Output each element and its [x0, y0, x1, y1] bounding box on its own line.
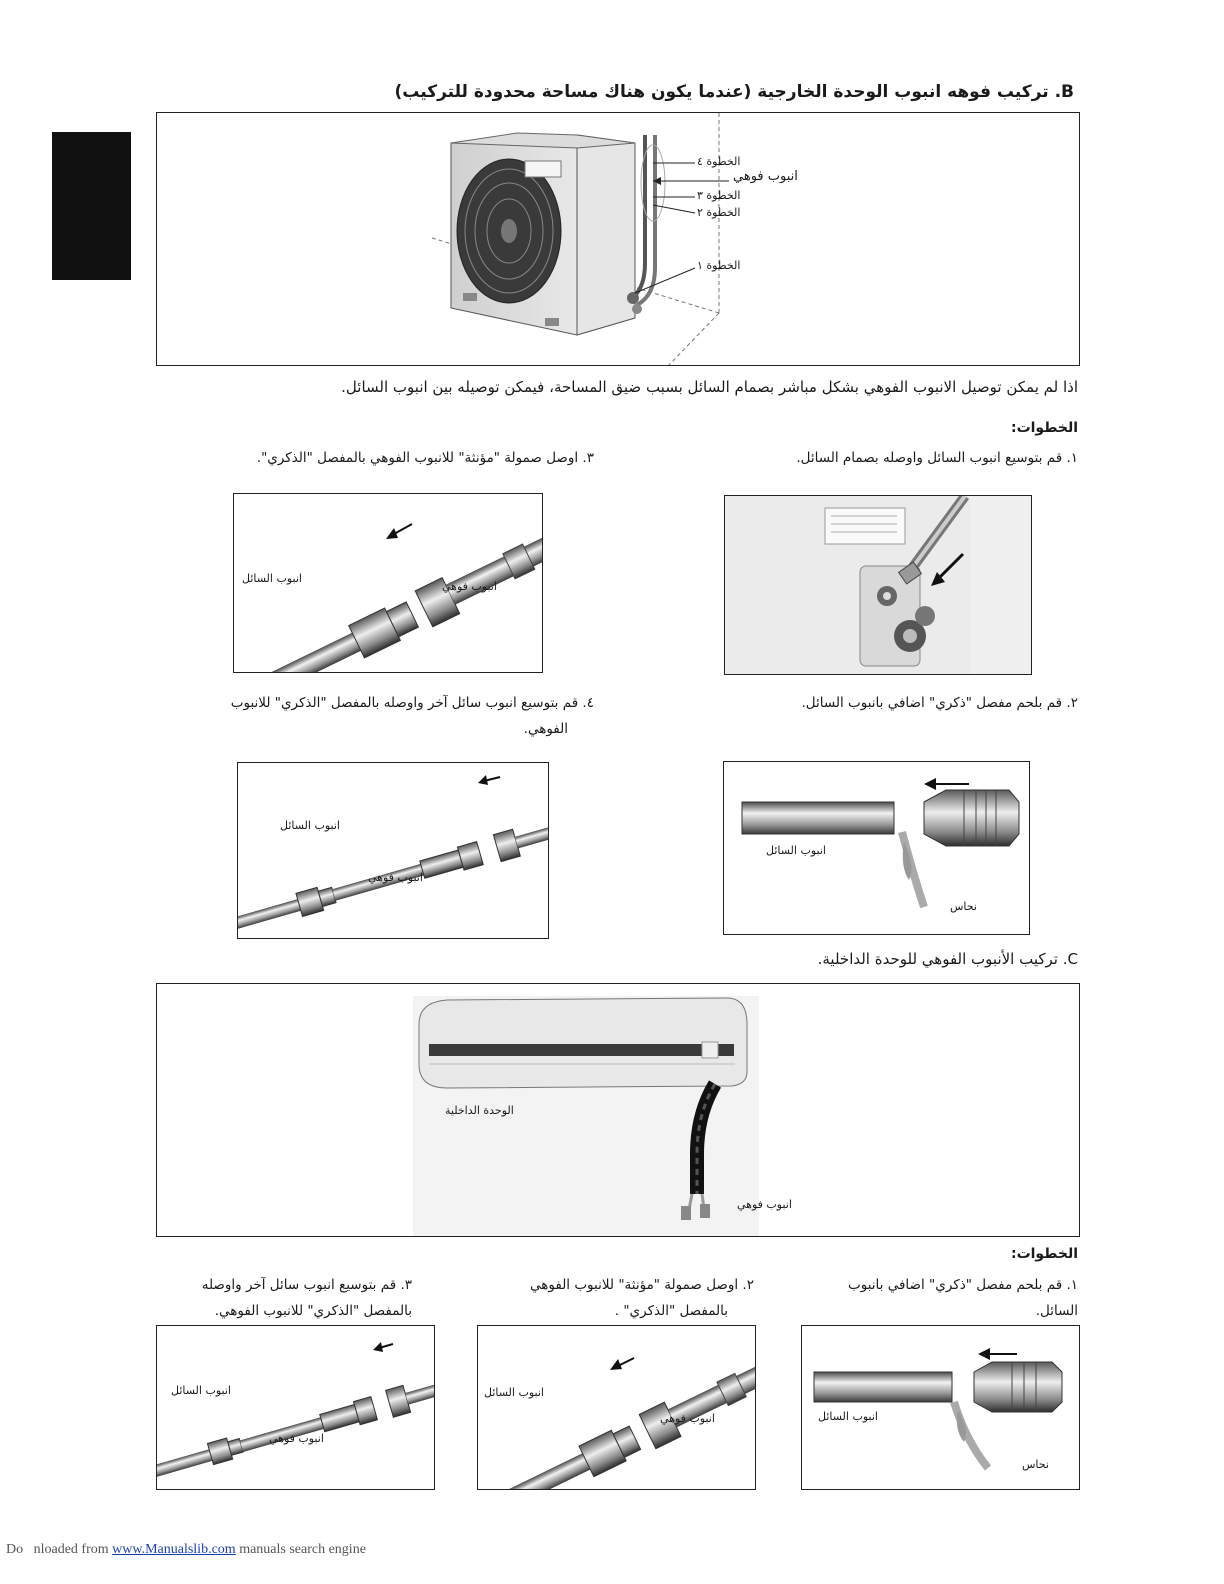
valve-illustration	[725, 496, 1031, 674]
indoor-unit-illustration	[157, 984, 1079, 1236]
outdoor-unit-figure	[156, 112, 1080, 366]
footer-prefix: Do nloaded from	[6, 1542, 109, 1557]
section-c-step2-line1: ٢. اوصل صمولة "مؤنثة" للانبوب الفوهي	[530, 1277, 754, 1293]
section-b-step3: ٣. اوصل صمولة "مؤنثة" للانبوب الفوهي بالمفصل "الذكري".	[256, 450, 594, 466]
section-b-steps-heading: الخطوات:	[1010, 420, 1078, 436]
c-step3-label-liquid-pipe: انبوب السائل	[171, 1384, 231, 1397]
footer	[6, 1542, 366, 1558]
c-step1-label-copper: نحاس	[1022, 1458, 1049, 1471]
outdoor-unit-illustration	[157, 113, 1079, 365]
step4-extend-figure	[237, 762, 549, 939]
label-step1: الخطوة ١	[697, 259, 741, 272]
step3-nut-figure	[233, 493, 543, 673]
section-tab-marker	[52, 132, 131, 280]
label-flare-pipe-top: انبوب فوهي	[733, 169, 798, 184]
c-step1-braze-figure	[801, 1325, 1080, 1490]
indoor-unit-figure	[156, 983, 1080, 1237]
step4-label-liquid-pipe: انبوب السائل	[280, 819, 340, 832]
step3-label-liquid-pipe: انبوب السائل	[242, 572, 302, 585]
footer-suffix: manuals search engine	[239, 1542, 366, 1557]
section-b-step2: ٢. قم بلحم مفصل "ذكري" اضافي بانبوب السائل.	[801, 695, 1078, 711]
section-b-step1: ١. قم بتوسيع انبوب السائل واوصله بصمام السائل.	[796, 450, 1078, 466]
c-step2-label-liquid-pipe: انبوب السائل	[484, 1386, 544, 1399]
section-b-step4-line1: ٤. قم بتوسيع انبوب سائل آخر واوصله بالمفصل "الذكري" للانبوب	[230, 695, 594, 711]
c-extend-illustration	[157, 1326, 434, 1489]
c-step2-label-flare-pipe: انبوب فوهي	[660, 1412, 715, 1425]
section-c-step3-line2: بالمفصل "الذكري" للانبوب الفوهي.	[214, 1303, 412, 1319]
label-indoor-flare-pipe: انبوب فوهي	[737, 1198, 792, 1211]
step2-braze-figure	[723, 761, 1030, 935]
c-step2-nut-figure	[477, 1325, 756, 1490]
extend-pipe-illustration	[238, 763, 548, 938]
section-c-step3-line1: ٣. قم بتوسيع انبوب سائل آخر واوصله	[201, 1277, 412, 1293]
section-b-step4-line2: الفوهي.	[523, 721, 568, 737]
section-b-title: B. تركيب فوهه انبوب الوحدة الخارجية (عندما يكون هناك مساحة محدودة للتركيب)	[394, 82, 1074, 102]
step4-label-flare-pipe: انبوب فوهي	[368, 871, 423, 884]
label-step3: الخطوة ٣	[697, 189, 741, 202]
step1-valve-figure	[724, 495, 1032, 675]
c-step3-extend-figure	[156, 1325, 435, 1490]
footer-link[interactable]: www.Manualslib.com	[112, 1542, 236, 1557]
section-c-step2-line2: بالمفصل "الذكري" .	[614, 1303, 728, 1319]
label-step4: الخطوة ٤	[697, 155, 741, 168]
section-c-steps-heading: الخطوات:	[1010, 1246, 1078, 1262]
step2-label-liquid-pipe: انبوب السائل	[766, 844, 826, 857]
section-b-note: اذا لم يمكن توصيل الانبوب الفوهي بشكل مباشر بصمام السائل بسبب ضيق المساحة، فيمكن توصيله بين انبوب السائل.	[341, 378, 1078, 396]
c-step1-label-liquid-pipe: انبوب السائل	[818, 1410, 878, 1423]
label-step2: الخطوة ٢	[697, 206, 741, 219]
section-c-step1-line1: ١. قم بلحم مفصل "ذكري" اضافي بانبوب	[848, 1277, 1078, 1293]
section-c-step1-line2: السائل.	[1035, 1303, 1078, 1319]
step2-label-copper: نحاس	[950, 900, 977, 913]
step3-label-flare-pipe: انبوب فوهي	[442, 580, 497, 593]
c-step3-label-flare-pipe: انبوب فوهي	[269, 1432, 324, 1445]
c-nut-illustration	[478, 1326, 755, 1489]
label-indoor-unit: الوحدة الداخلية	[445, 1104, 514, 1117]
section-c-title: C. تركيب الأنبوب الفوهي للوحدة الداخلية.	[817, 950, 1078, 968]
